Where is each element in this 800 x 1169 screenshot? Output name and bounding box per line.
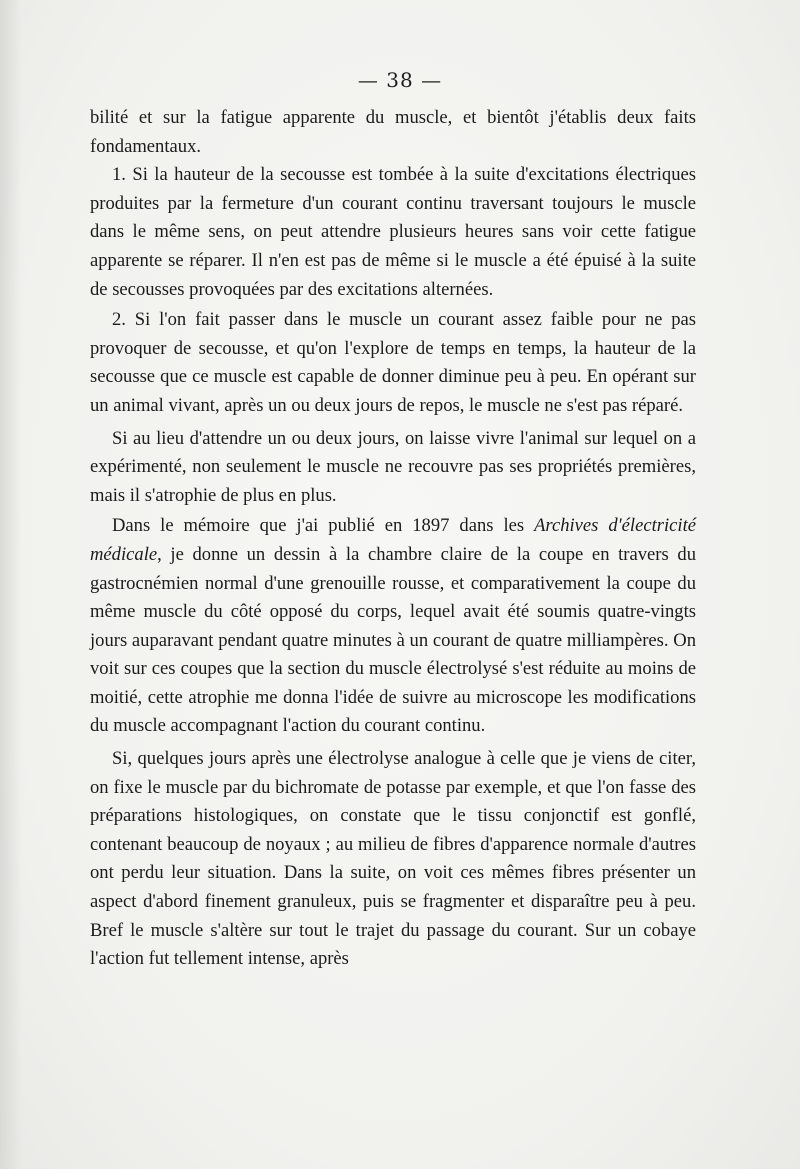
- paragraph-point-1: 1. Si la hauteur de la secousse est tombée à la suite d'excitations électriques produites par la fermeture d'un courant continu traversant toujours le muscle dans le même sens, on peut attendre plusieurs heures sans voir cette fatigue apparente se réparer. Il n'en est pas de même si le muscle a été épuisé à la suite de secousses provoquées par des excitations alternées.: [90, 164, 696, 300]
- paragraph-atrophy: Si au lieu d'attendre un ou deux jours, on laisse vivre l'animal sur lequel on a expérimenté, non seulement le muscle ne recouvre pas ses propriétés premières, mais il s'atrophie de plus en plus.: [90, 427, 696, 506]
- memoire-text-start: Dans le mémoire que j'ai publié en 1897 dans les: [112, 515, 535, 537]
- page-number: — 38 —: [357, 68, 443, 92]
- journal-title: Archives d'électricité médicale: [90, 515, 696, 565]
- paragraph-memoire: [90, 512, 696, 741]
- memoire-text-end: , je donne un dessin à la chambre claire de la coupe en travers du gastrocnémien normal d'une grenouille rousse, et comparativement la coupe du même muscle du côté opposé du corps, lequel avait été soumis quatre-vingts jours auparavant pendant quatre minutes à un courant de quatre milliampères. On voit sur ces coupes que la section du muscle électrolysé s'est réduite au moins de moitié, cette atrophie me donna l'idée de suivre au microscope les modifications du muscle accompagnant l'action du courant continu.: [90, 543, 696, 737]
- paragraph-histology: Si, quelques jours après une électrolyse analogue à celle que je viens de citer, on fixe le muscle par du bichromate de potasse par exemple, et que l'on fasse des préparations histologiques, on constate que le tissu conjonctif est gonflé, contenant beaucoup de noyaux ; au milieu de fibres d'apparence normale d'autres ont perdu leur situation. Dans la suite, on voit ces mêmes fibres présenter un aspect d'abord finement granuleux, puis se fragmenter et disparaître peu à peu. Bref le muscle s'altère sur tout le trajet du passage du courant. Sur un cobaye l'action fut tellement intense, après: [90, 748, 696, 970]
- page-edge-shadow: [0, 0, 22, 1169]
- body-text: [90, 104, 696, 974]
- paragraph-point-2: 2. Si l'on fait passer dans le muscle un courant assez faible pour ne pas provoquer de secousse, et qu'on l'explore de temps en temps, la hauteur de la secousse que ce muscle est capable de donner diminue peu à peu. En opérant sur un animal vivant, après un ou deux jours de repos, le muscle ne s'est pas réparé.: [90, 309, 696, 416]
- paragraph-continuation: bilité et sur la fatigue apparente du muscle, et bientôt j'établis deux faits fondamentaux.: [90, 107, 696, 157]
